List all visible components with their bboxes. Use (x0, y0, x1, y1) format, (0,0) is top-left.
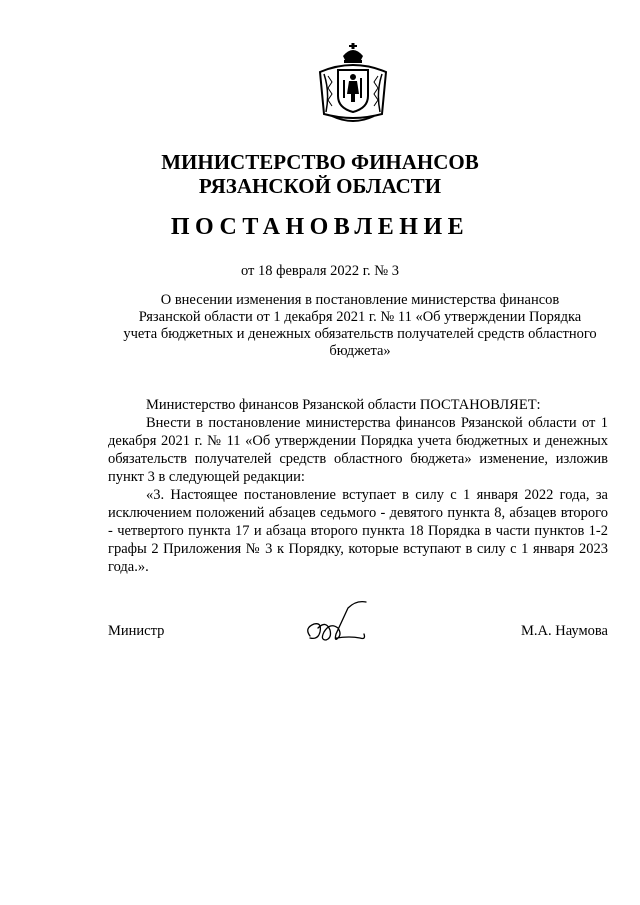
subject-line: бюджета» (329, 343, 391, 359)
ministry-name-line2: РЯЗАНСКОЙ ОБЛАСТИ (198, 174, 442, 198)
document-subject (100, 292, 620, 360)
subject-line: Рязанской области от 1 декабря 2021 г. № 11 «Об утверждении Порядка (138, 309, 582, 325)
subject-line: О внесении изменения в постановление министерства финансов (160, 292, 560, 308)
subject-line: учета бюджетных и денежных обязательств получателей средств областного (123, 326, 597, 342)
body-paragraph: «3. Настоящее постановление вступает в силу с 1 января 2022 года, за исключением положений абзацев седьмого - девятого пункта 8, абзацев второго - четвертого пункта 17 и абзаца второго пункта 18 Порядка в части пунктов 1-2 графы 2 Приложения № 3 к Порядку, которые вступают в силу с 1 января 2023 года.». (108, 487, 608, 575)
coat-of-arms-icon (316, 42, 390, 126)
signer-title: Министр (108, 623, 165, 639)
body-paragraph: Внести в постановление министерства финансов Рязанской области от 1 декабря 2021 г. № 11 «Об утверждении Порядка учета бюджетных и денежных обязательств получателей средств областного бюджета» изменение, изложив пункт 3 в следующей редакции: (108, 415, 608, 485)
decree-statement: Министерство финансов Рязанской области ПОСТАНОВЛЯЕТ: (146, 397, 541, 413)
document-body (108, 396, 608, 576)
ministry-name-line1: МИНИСТЕРСТВО ФИНАНСОВ (161, 150, 479, 174)
handwritten-signature-icon (300, 598, 378, 648)
document-date-number: от 18 февраля 2022 г. № 3 (240, 263, 400, 279)
signer-name: М.А. Наумова (521, 623, 608, 639)
document-type-title: ПОСТАНОВЛЕНИЕ (170, 214, 470, 240)
